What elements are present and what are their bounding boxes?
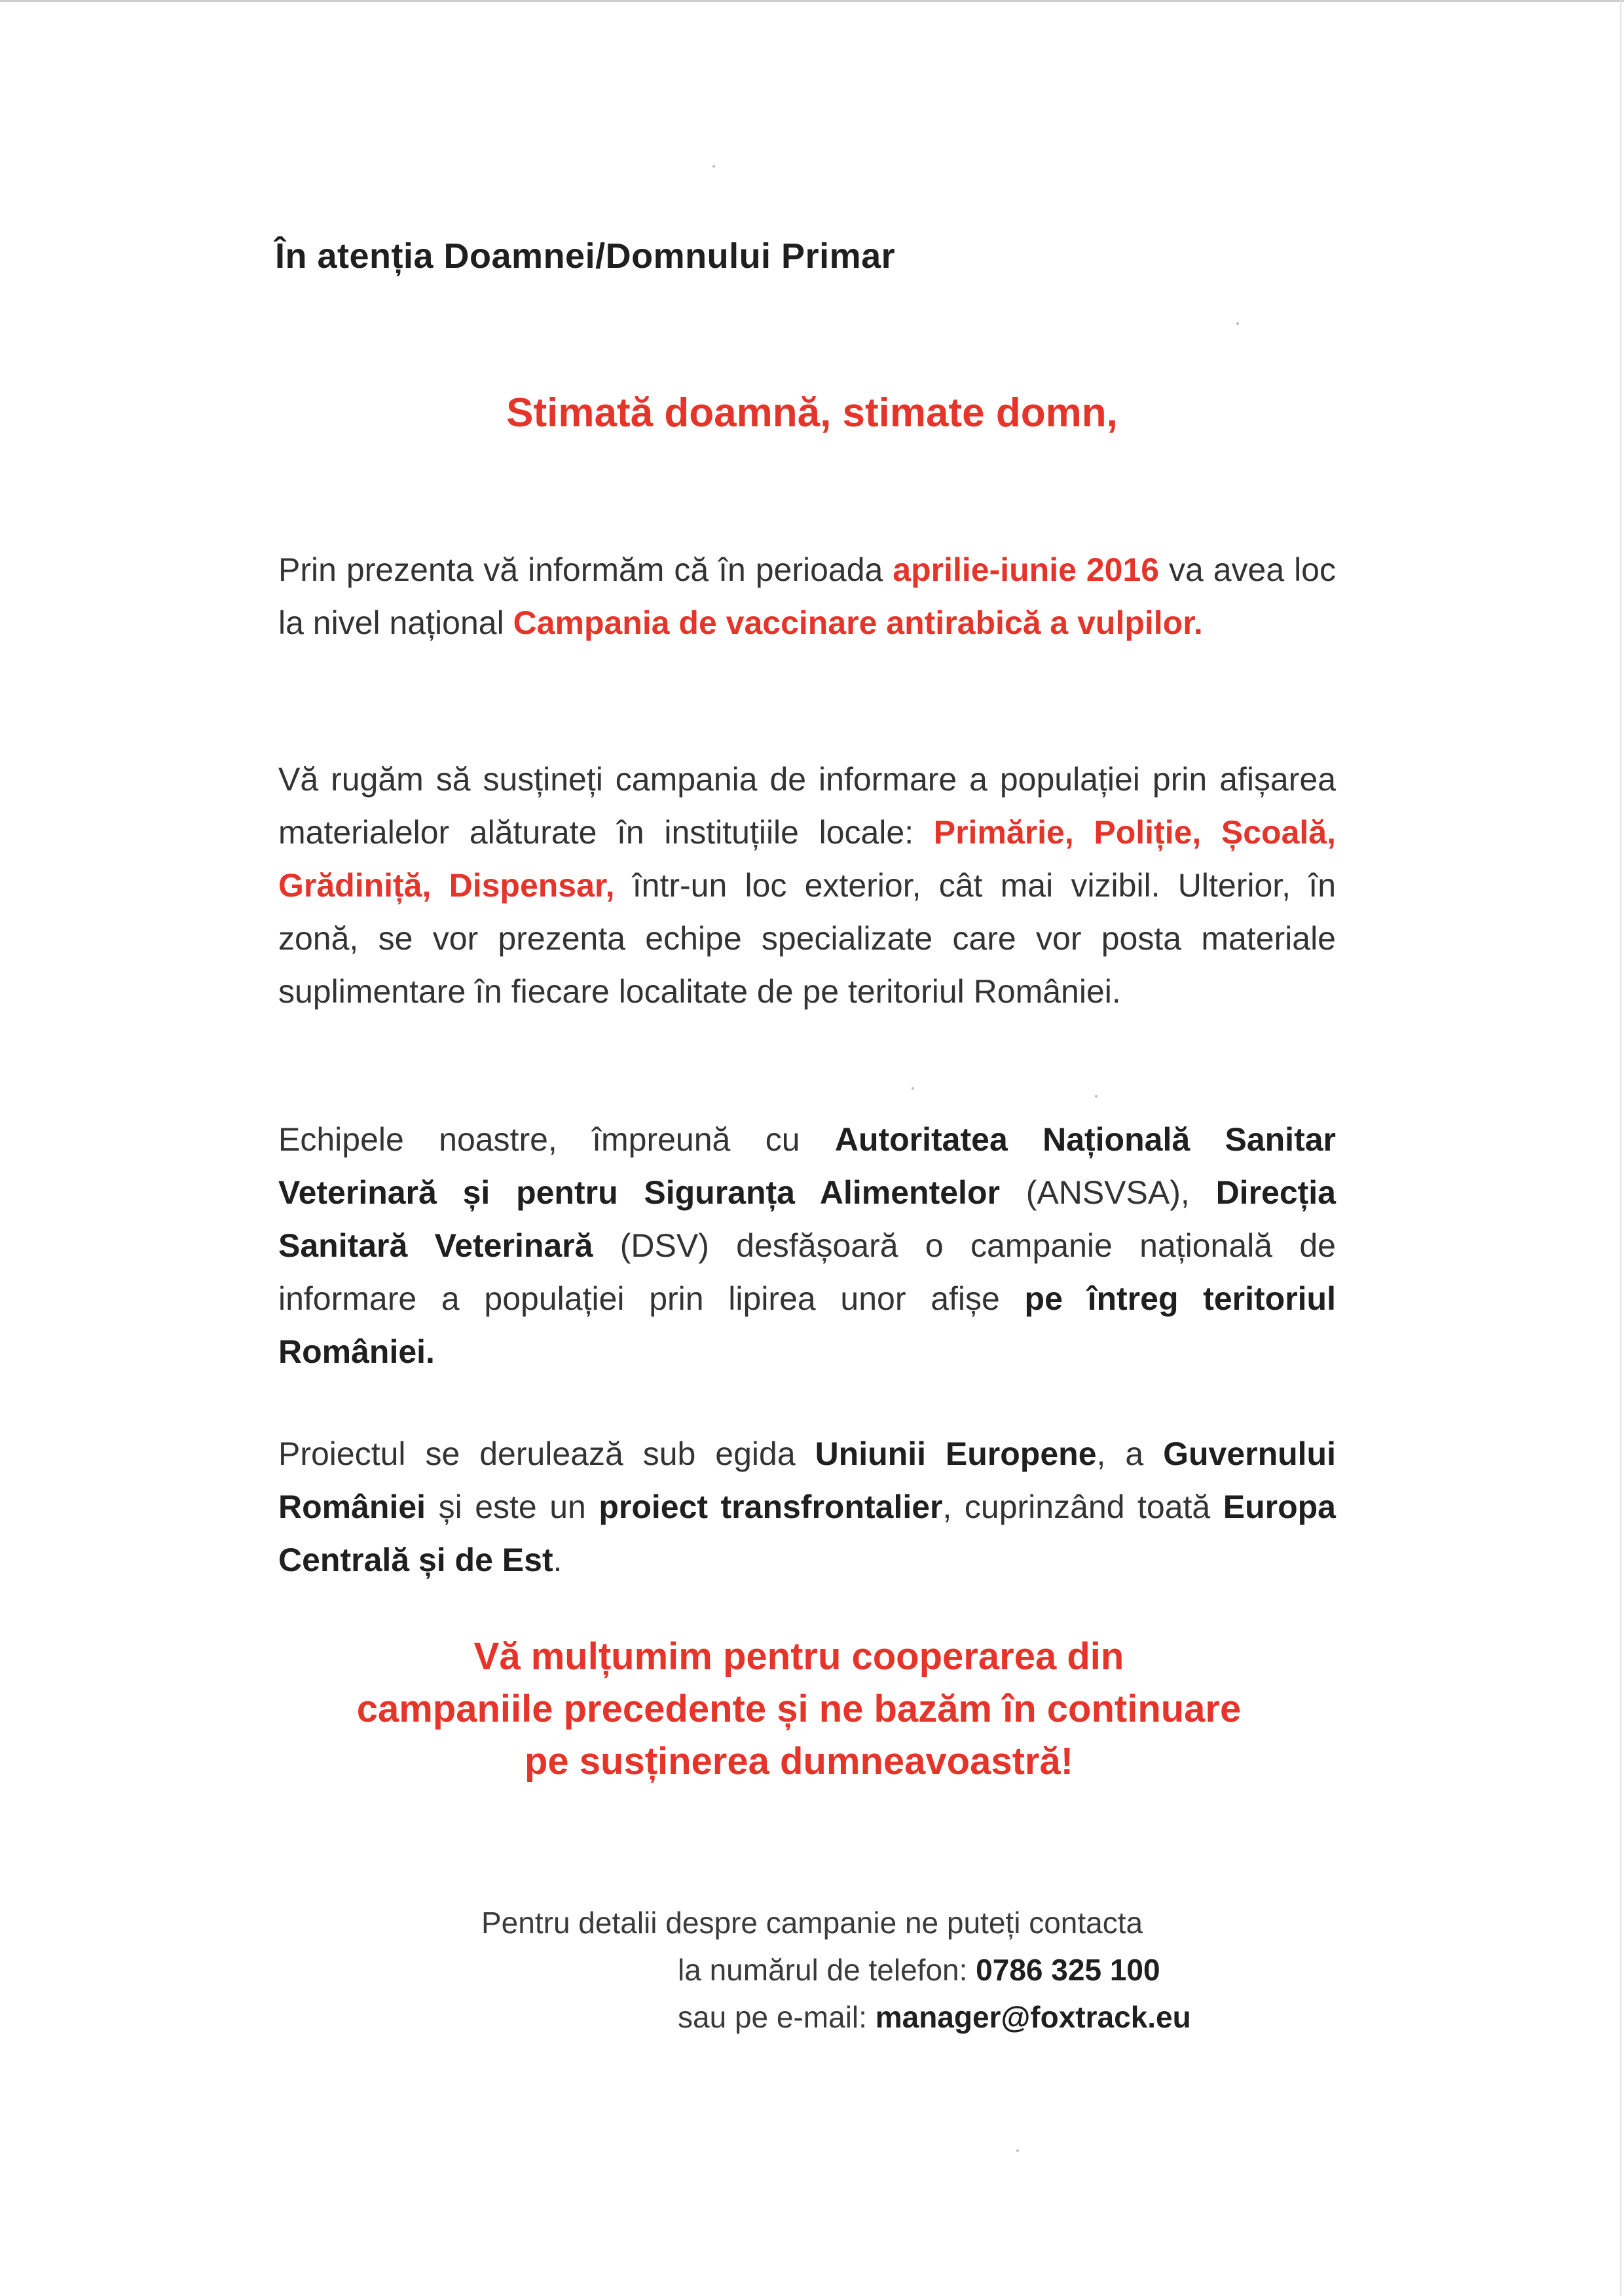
bold-europe: Europa Centrală și de Est xyxy=(278,1489,1336,1578)
highlight-institutions: Primărie, Poliție, Școală, Grădiniță, Dispensar, xyxy=(278,814,1336,904)
text: (DSV) desfășoară o campanie națională de informare a populației prin lipirea unor afișe xyxy=(278,1227,1336,1317)
text: Vă rugăm să susțineți campania de informare a populației prin afișarea materialelor alăturate în instituțiile locale: xyxy=(278,761,1336,851)
contact-intro: Pentru detalii despre campanie ne puteți contacta xyxy=(481,1906,1143,1940)
highlight-campaign-name: Campania de vaccinare antirabică a vulpilor. xyxy=(513,604,1203,641)
text: Echipele noastre, împreună cu xyxy=(278,1121,835,1158)
paragraph-request xyxy=(278,753,1336,1018)
greeting: Stimată doamnă, stimate domn, xyxy=(506,390,1118,435)
paragraph-campaign-period xyxy=(278,544,1336,650)
scan-speck xyxy=(712,165,715,168)
text: , a xyxy=(1096,1435,1164,1472)
bold-territory: pe întreg teritoriul României. xyxy=(278,1280,1336,1370)
scan-speck xyxy=(1095,1095,1098,1098)
paragraph-teams xyxy=(278,1113,1336,1379)
contact-phone-line xyxy=(678,1946,1160,1993)
bold-eu: Uniunii Europene xyxy=(815,1435,1097,1472)
addressee-heading: În atenția Doamnei/Domnului Primar xyxy=(275,236,896,276)
thanks-message xyxy=(0,1631,1598,1788)
bold-dsv: Direcția Sanitară Veterinară xyxy=(278,1174,1336,1264)
bold-ansvsa: Autoritatea Națională Sanitar Veterinară și pentru Siguranța Alimentelor xyxy=(278,1121,1336,1211)
text: (ANSVSA), xyxy=(999,1174,1216,1211)
text: va avea loc la nivel național xyxy=(278,551,1336,641)
text: Proiectul se derulează sub egida xyxy=(278,1435,815,1472)
bold-crossborder: proiect transfrontalier xyxy=(599,1489,943,1525)
scan-edge-right xyxy=(1620,0,1621,2296)
phone-label: la numărul de telefon: xyxy=(678,1953,976,1987)
email-label: sau pe e-mail: xyxy=(678,2000,876,2034)
text: , cuprinzând toată xyxy=(942,1489,1223,1525)
phone-number: 0786 325 100 xyxy=(976,1953,1160,1987)
email-address: manager@foxtrack.eu xyxy=(875,2000,1191,2034)
scan-speck xyxy=(1016,2149,1019,2152)
text: . xyxy=(553,1542,563,1578)
text: și este un xyxy=(426,1489,599,1525)
text: într-un loc exterior, cât mai vizibil. Ulterior, în zonă, se vor prezenta echipe specializate care vor posta materiale suplimentare în fiecare localitate de pe teritoriul României. xyxy=(278,867,1336,1010)
text: Prin prezenta vă informăm că în perioada xyxy=(278,551,893,588)
contact-email-line xyxy=(678,1993,1191,2041)
highlight-period: aprilie-iunie 2016 xyxy=(893,551,1160,588)
thanks-line: pe susținerea dumneavoastră! xyxy=(524,1740,1074,1783)
scan-edge-top xyxy=(0,0,1624,2)
scan-speck xyxy=(1236,322,1239,325)
paragraph-project xyxy=(278,1428,1336,1587)
thanks-line: Vă mulțumim pentru cooperarea din xyxy=(473,1635,1124,1678)
bold-government: Guvernului României xyxy=(278,1435,1336,1525)
scan-speck xyxy=(912,1087,914,1090)
thanks-line: campaniile precedente și ne bazăm în continuare xyxy=(356,1688,1242,1730)
